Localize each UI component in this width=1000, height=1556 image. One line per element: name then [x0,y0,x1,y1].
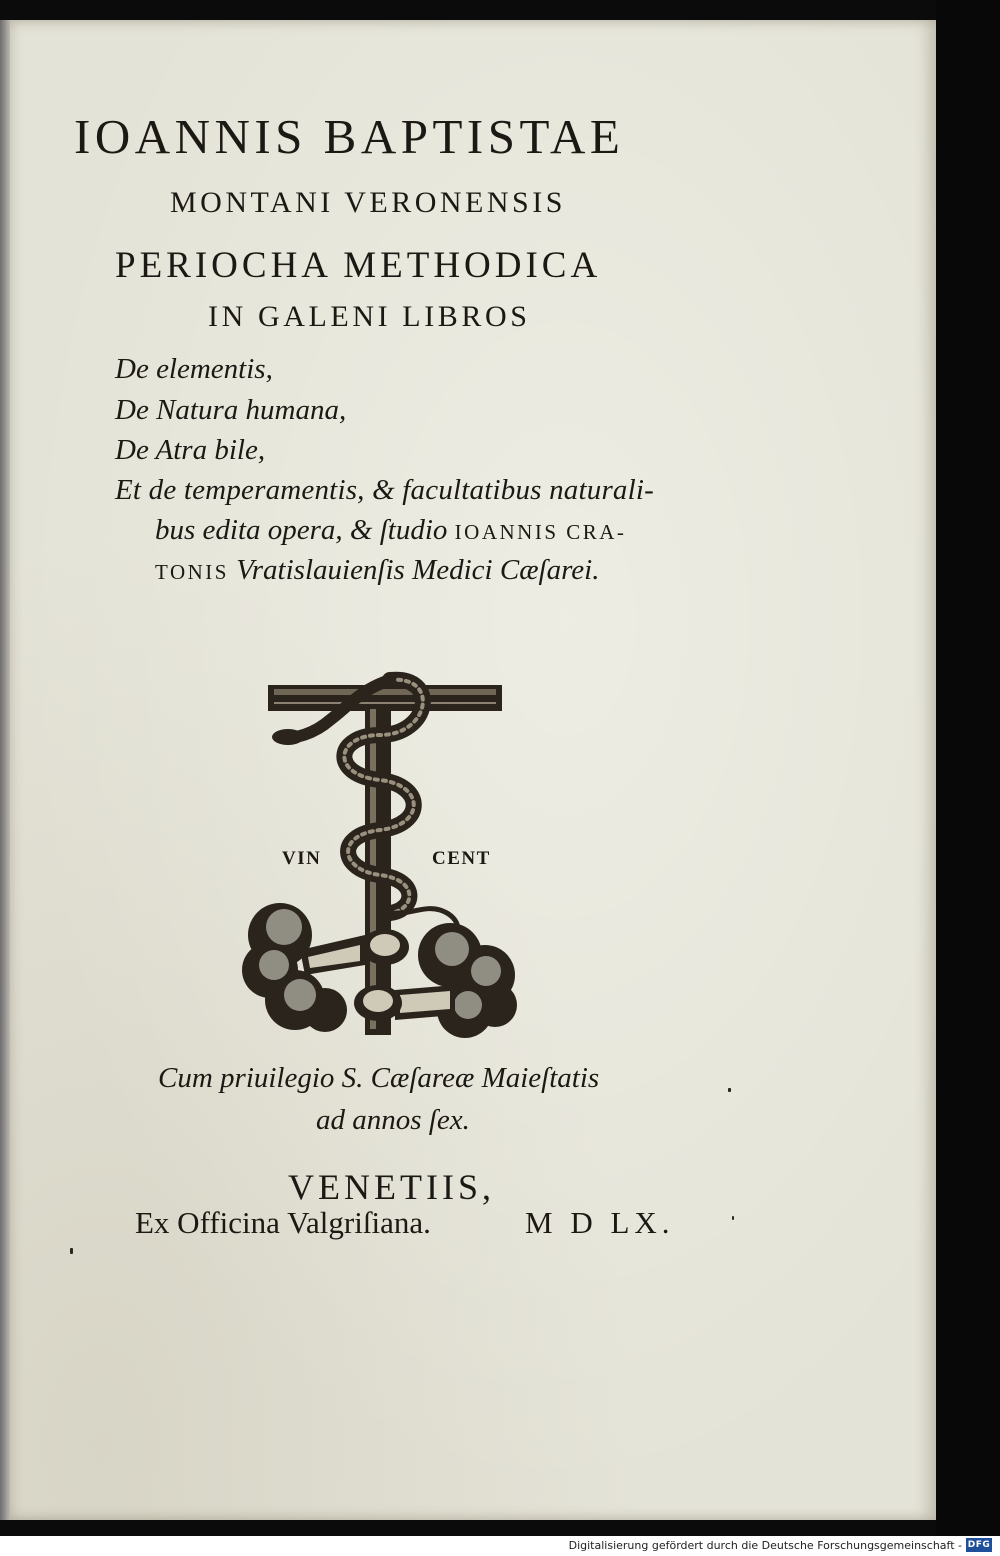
subject-line-4: Et de temperamentis, & facultatibus naturali- [115,474,655,506]
editor-line-2-italic: Vratislauienſis Medici Cæſarei. [236,554,600,586]
dfg-logo-icon: DFG [967,1540,991,1550]
subject-line-2: De Natura humana, [115,394,347,426]
title-line-2: MONTANI VERONENSIS [170,186,566,219]
editor-line-2 [155,554,599,587]
subject-line-3: De Atra bile, [115,434,266,466]
funding-credit: Digitalisierung gefördert durch die Deutsche Forschungsgemeinschaft - [568,1539,962,1552]
editor-name-part-2: TONIS [155,560,229,584]
editor-line-1-italic: bus edita opera, & ſtudio [155,514,448,546]
scan-border [936,0,1000,1540]
device-motto-right: CENT [432,848,491,869]
editor-line-1 [155,514,626,547]
ink-speck [70,1248,73,1254]
ink-speck [728,1088,731,1092]
privilege-line-1: Cum priuilegio S. Cæſareæ Maieſtatis [158,1062,600,1094]
privilege-line-2: ad annos ſex. [316,1104,470,1136]
page-left-edge [0,20,10,1520]
imprint-city: VENETIIS, [288,1167,495,1207]
ink-speck [732,1216,734,1220]
editor-name-part-1: IOANNIS CRA- [454,520,627,544]
title-line-3: PERIOCHA METHODICA [115,245,602,286]
title-line-4: IN GALENI LIBROS [208,300,531,333]
imprint-year: M D LX. [525,1205,675,1240]
imprint-printer: Ex Officina Valgriſiana. [135,1205,431,1240]
device-motto-left: VIN [282,848,322,869]
title-line-1: IOANNIS BAPTISTAE [74,109,625,164]
subject-line-1: De elementis, [115,353,273,385]
